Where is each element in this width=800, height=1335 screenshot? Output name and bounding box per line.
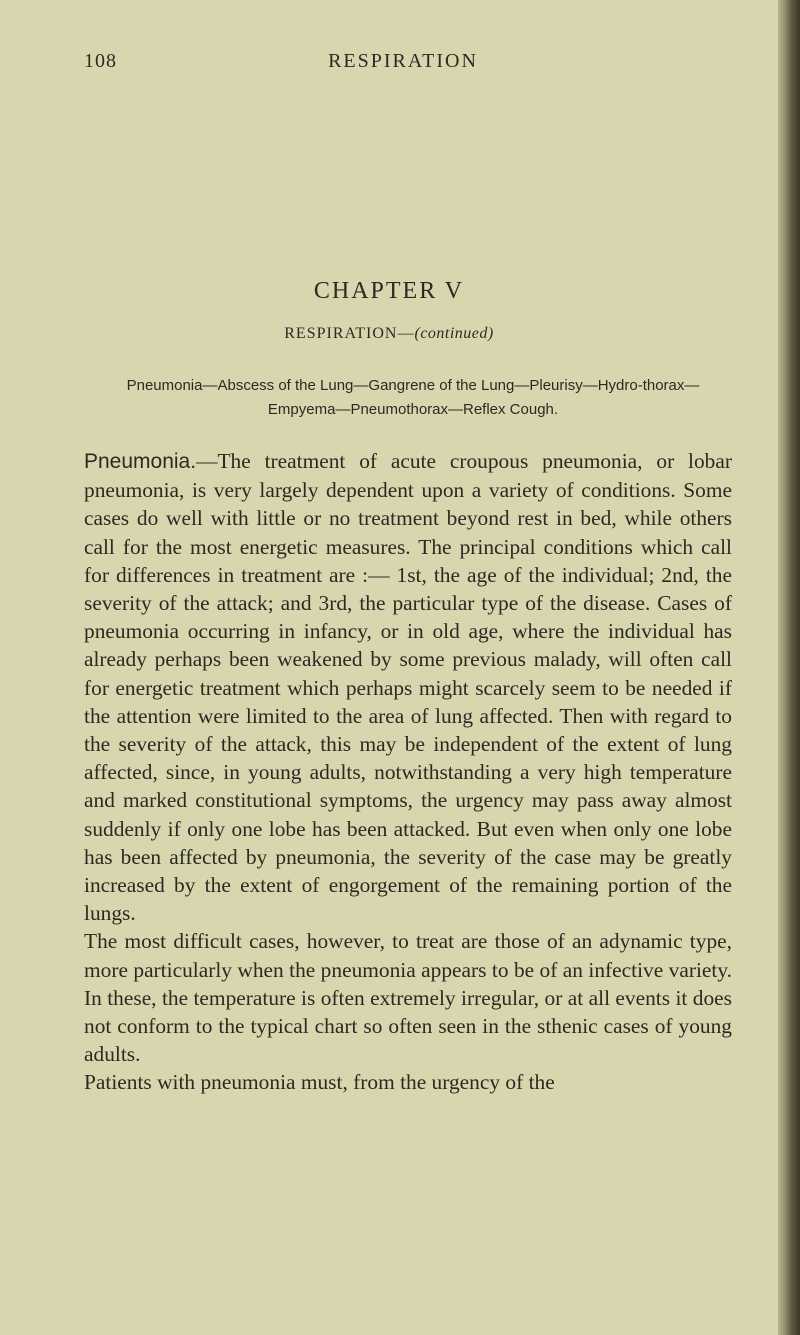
subtitle-continued: (continued)	[414, 325, 494, 342]
body-text	[84, 447, 732, 1097]
page-number: 108	[84, 50, 117, 72]
paragraph-3-text: Patients with pneumonia must, from the urgency of the	[84, 1070, 555, 1095]
page-header	[0, 50, 778, 80]
running-head: RESPIRATION	[328, 50, 478, 72]
paragraph-3	[84, 1068, 732, 1096]
chapter-title: CHAPTER V	[313, 278, 465, 304]
chapter-contents: Pneumonia—Abscess of the Lung—Gangrene of the Lung—Pleurisy—Hydro-thorax—Empyema—Pneumothorax—Reflex Cough.	[126, 377, 700, 418]
paragraph-2-text: The most difficult cases, however, to treat are those of an adynamic type, more particularly when the pneumonia appears to be of an infective variety. In these, the temperature is often extremely irregular, or at all events it does not conform to the typical chart so often seen in the sthenic cases of young adults.	[84, 929, 732, 1067]
page-edge	[778, 0, 800, 1335]
section-heading: Pneumonia.	[84, 450, 197, 473]
paragraph-2	[84, 927, 732, 1068]
chapter-subtitle	[0, 325, 778, 343]
paragraph-1	[84, 447, 732, 927]
subtitle-main: RESPIRATION—	[284, 325, 415, 342]
paragraph-1-text: —The treatment of acute croupous pneumonia, or lobar pneumonia, is very largely dependent upon a variety of conditions. Some cases do well with little or no treatment beyond rest in bed, while others call for the most energetic measures. The principal conditions which call for differences in treatment are :— 1st, the age of the individual; 2nd, the severity of the attack; and 3rd, the particular type of the disease. Cases of pneumonia occurring in infancy, or in old age, where the individual has already perhaps been weakened by some previous malady, will often call for energetic treatment which perhaps might scarcely seem to be needed if the attention were limited to the area of lung affected. Then with regard to the severity of the attack, this may be independent of the extent of lung affected, since, in young adults, notwithstanding a very high temperature and marked constitutional symptoms, the urgency may pass away almost suddenly if only one lobe has been attacked. But even when only one lobe has been affected by pneumonia, the severity of the case may be greatly increased by the extent of engorgement of the remaining portion of the lungs.	[84, 449, 732, 926]
